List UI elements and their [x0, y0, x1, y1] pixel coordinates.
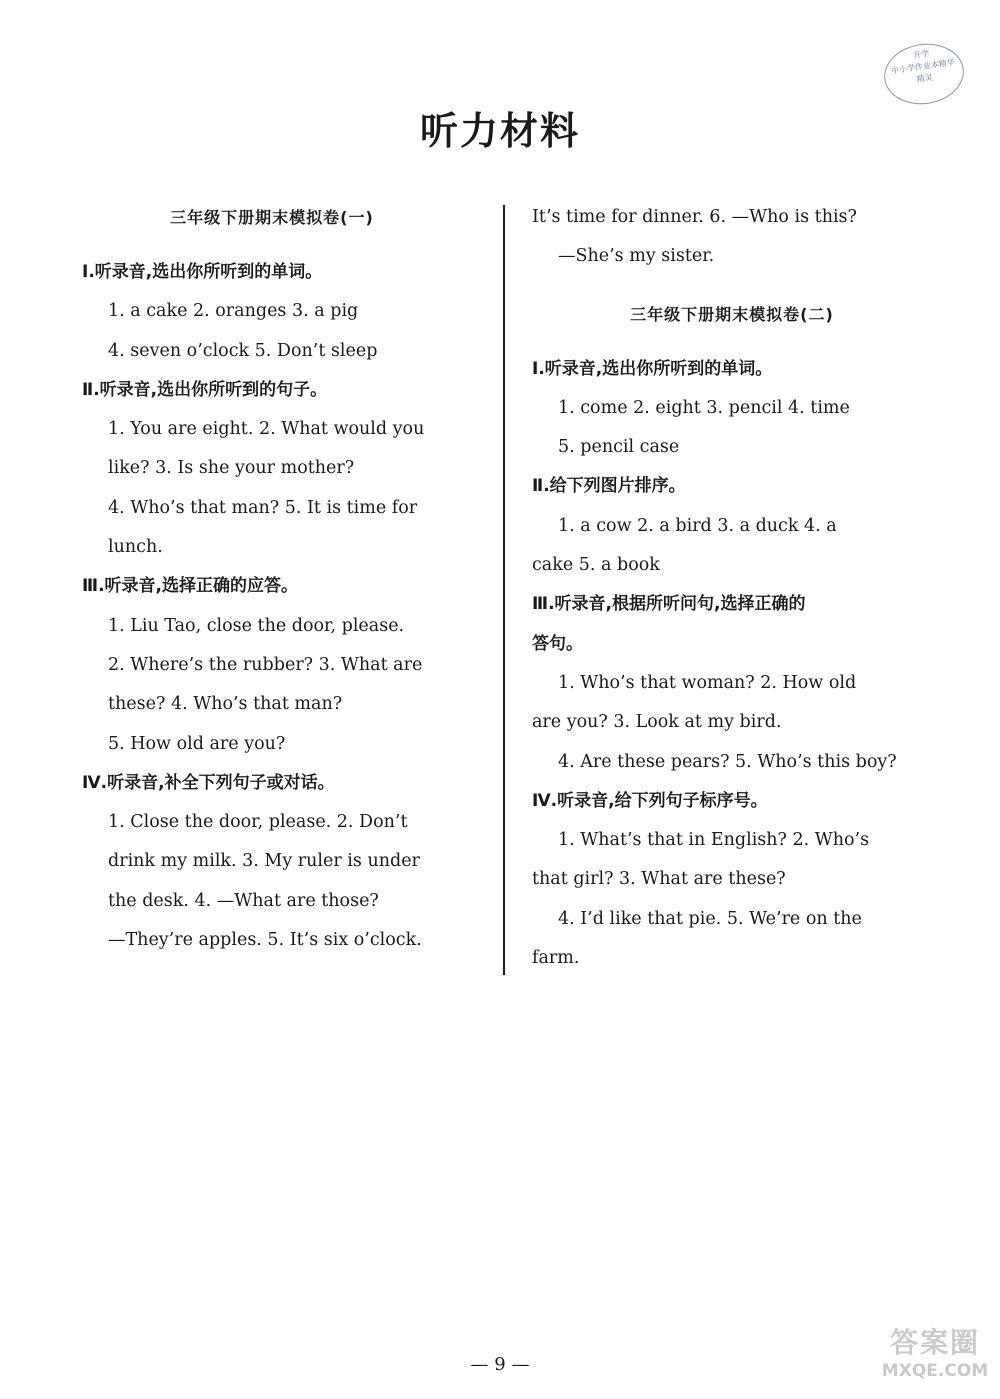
- text-line: 1. Liu Tao, close the door, please.: [108, 615, 405, 636]
- text-line: It’s time for dinner. 6. —Who is this?: [532, 207, 857, 227]
- stamp-line: 升学: [912, 49, 930, 61]
- watermark-text: 答案圈: [889, 1326, 980, 1359]
- text-line: 1. Who’s that woman? 2. How old: [558, 672, 857, 693]
- text-line: 2. Where’s the rubber? 3. What are: [108, 654, 423, 675]
- text-line: farm.: [532, 948, 580, 969]
- text-line: 4. Who’s that man? 5. It is time for: [108, 497, 418, 518]
- text-line: are you? 3. Look at my bird.: [532, 712, 782, 733]
- part-heading: Ⅰ.听录音,选出你所听到的单词。: [82, 262, 323, 282]
- column-divider: [503, 205, 505, 975]
- watermark-logo: [880, 1326, 990, 1392]
- page-title: 听力材料: [419, 109, 580, 153]
- part-heading: Ⅰ.听录音,选出你所听到的单词。: [532, 358, 773, 379]
- text-line: 1. Close the door, please. 2. Don’t: [108, 812, 408, 833]
- text-line: 4. seven o’clock 5. Don’t sleep: [108, 340, 378, 361]
- part-heading: Ⅲ.听录音,根据所听问句,选择正确的: [532, 594, 806, 615]
- part-heading: Ⅳ.听录音,给下列句子标序号。: [532, 790, 768, 811]
- text-line: 4. I’d like that pie. 5. We’re on the: [558, 908, 862, 929]
- text-line: 1. You are eight. 2. What would you: [108, 419, 425, 440]
- section-heading: 三年级下册期末模拟卷(二): [630, 304, 834, 324]
- stamp-line: 中小学作业本精华: [890, 57, 956, 76]
- text-line: 1. come 2. eight 3. pencil 4. time: [558, 397, 850, 418]
- right-column: [532, 198, 932, 978]
- watermark-url: MXQE.COM: [881, 1361, 989, 1381]
- text-line: that girl? 3. What are these?: [532, 869, 786, 890]
- text-line: lunch.: [108, 537, 163, 558]
- page-number: — 9 —: [470, 1354, 530, 1375]
- text-line: 4. Are these pears? 5. Who’s this boy?: [558, 751, 897, 772]
- part-heading: Ⅳ.听录音,补全下列句子或对话。: [82, 772, 335, 793]
- text-line: —They’re apples. 5. It’s six o’clock.: [108, 930, 422, 951]
- part-heading: Ⅱ.听录音,选出你所听到的句子。: [82, 379, 328, 400]
- text-line: 1. a cake 2. oranges 3. a pig: [108, 301, 359, 322]
- part-heading: Ⅲ.听录音,选择正确的应答。: [82, 576, 298, 597]
- text-line: 1. a cow 2. a bird 3. a duck 4. a: [558, 515, 837, 536]
- text-line: 5. How old are you?: [108, 733, 286, 754]
- library-stamp: [880, 39, 968, 110]
- text-line: drink my milk. 3. My ruler is under: [108, 851, 420, 872]
- text-line: 5. pencil case: [558, 437, 680, 458]
- text-line: like? 3. Is she your mother?: [108, 458, 355, 479]
- section-heading: 三年级下册期末模拟卷(一): [170, 208, 374, 227]
- left-column: [82, 198, 462, 960]
- text-line: 1. What’s that in English? 2. Who’s: [558, 830, 870, 851]
- text-line: these? 4. Who’s that man?: [108, 694, 343, 715]
- stamp-line: 精灵: [916, 72, 934, 85]
- text-line: —She’s my sister.: [558, 246, 715, 267]
- text-line: cake 5. a book: [532, 555, 660, 576]
- text-line: the desk. 4. —What are those?: [108, 890, 379, 911]
- part-heading: Ⅱ.给下列图片排序。: [532, 476, 686, 497]
- part-heading-continued: 答句。: [532, 633, 583, 654]
